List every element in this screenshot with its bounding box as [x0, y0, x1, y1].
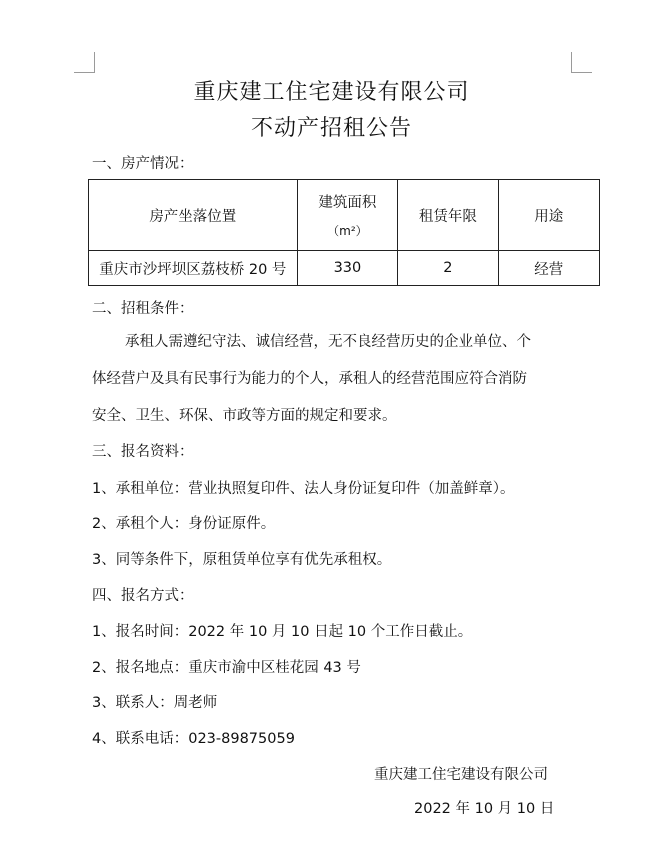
cell-lease-term: 2: [398, 251, 498, 286]
list-item: 4、联系电话：023-89875059: [92, 731, 295, 747]
cell-location: 重庆市沙坪坝区荔枝桥 20 号: [89, 251, 298, 286]
section2-paragraph: [92, 324, 592, 435]
section1-heading: 一、房产情况：: [92, 156, 194, 172]
document-subtitle: 不动产招租公告: [250, 116, 412, 141]
document-title: 重庆建工住宅建设有限公司: [193, 80, 470, 105]
header-location: 房产坐落位置: [89, 180, 298, 251]
section2-heading: 二、招租条件：: [92, 301, 194, 317]
header-area: [297, 180, 398, 251]
paragraph-line: 体经营户及具有民事行为能力的个人，承租人的经营范围应符合消防: [92, 371, 527, 387]
header-usage: 用途: [498, 180, 599, 251]
list-item: 1、承租单位：营业执照复印件、法人身份证复印件（加盖鲜章）。: [92, 481, 515, 497]
table-header-row: [89, 180, 600, 251]
paragraph-line: 承租人需遵纪守法、诚信经营，无不良经营历史的企业单位、个: [125, 334, 531, 350]
table-row: [89, 251, 600, 286]
cell-area: 330: [297, 251, 398, 286]
cell-usage: 经营: [498, 251, 599, 286]
section4-heading: 四、报名方式：: [92, 588, 194, 604]
paragraph-line: 安全、卫生、环保、市政等方面的规定和要求。: [92, 408, 397, 424]
list-item: 2、承租个人：身份证原件。: [92, 516, 276, 532]
header-lease-term: 租赁年限: [398, 180, 498, 251]
list-item: 2、报名地点：重庆市渝中区桂花园 43 号: [92, 660, 361, 676]
page-corner-mark-top-right: [571, 52, 592, 73]
list-item: 3、联系人：周老师: [92, 695, 218, 711]
property-table: [88, 179, 600, 286]
signature-company: 重庆建工住宅建设有限公司: [374, 767, 548, 783]
header-area-label: 建筑面积: [318, 195, 377, 211]
header-area-unit: （m²）: [327, 224, 368, 238]
list-item: 1、报名时间：2022 年 10 月 10 日起 10 个工作日截止。: [92, 624, 473, 640]
page-corner-mark-top-left: [74, 52, 95, 73]
list-item: 3、同等条件下，原租赁单位享有优先承租权。: [92, 552, 392, 568]
section3-heading: 三、报名资料：: [92, 444, 194, 460]
signature-date: 2022 年 10 月 10 日: [414, 801, 555, 817]
